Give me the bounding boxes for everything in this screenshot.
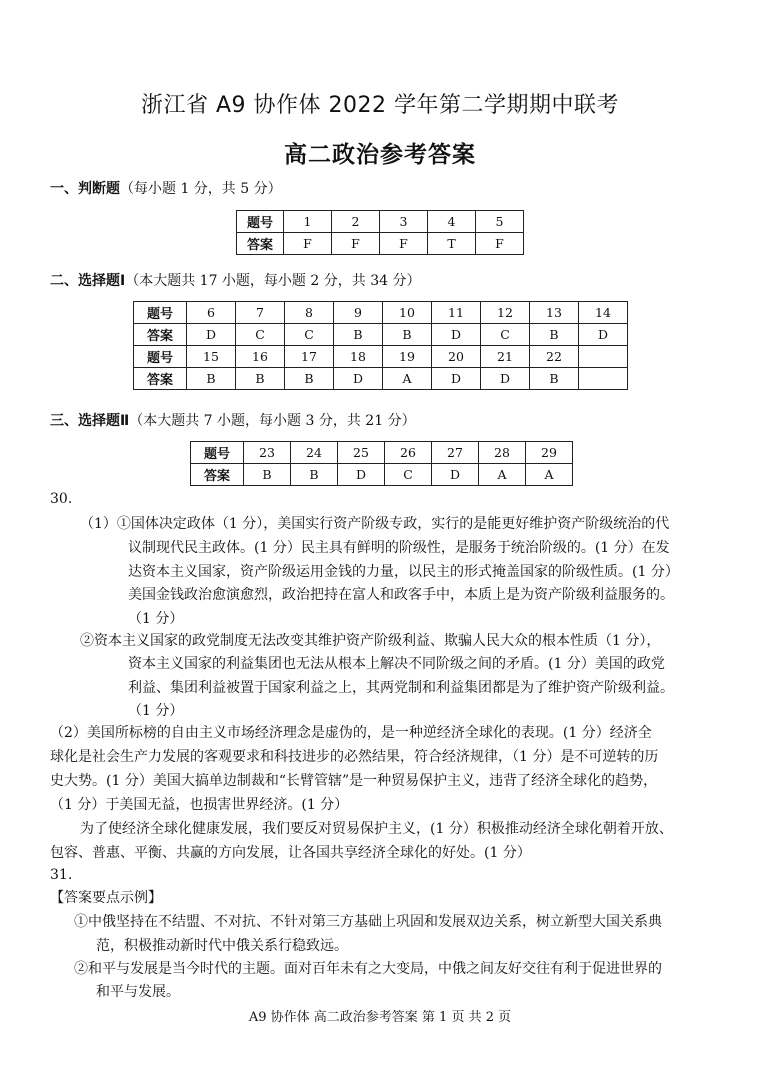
- q30-p4-line: 为了使经济全球化健康发展，我们要反对贸易保护主义，(1 分）积极推动经济全球化朝着开放、: [80, 821, 673, 837]
- answer-cell: F: [284, 233, 332, 255]
- question-number: 3: [380, 211, 428, 233]
- question-number: 25: [338, 442, 385, 464]
- answer-cell: B: [244, 464, 291, 486]
- q30-p1-line: 美国金钱政治愈演愈烈，政治把持在富人和政客手中，本质上是为资产阶级利益服务的。: [128, 587, 674, 603]
- question-number: 10: [383, 302, 432, 324]
- answer-cell: T: [428, 233, 476, 255]
- section3-answer-table: [190, 441, 573, 486]
- row-label: 题号: [191, 442, 244, 464]
- q30-p2-line: 利益、集团利益被置于国家利益之上，其两党制和利益集团都是为了维护资产阶级利益。: [128, 680, 674, 696]
- answer-cell: C: [481, 324, 530, 346]
- question-number: 15: [187, 346, 236, 368]
- answer-cell: D: [432, 324, 481, 346]
- document-subtitle: 高二政治参考答案: [284, 142, 476, 168]
- q30-p1-line: 达资本主义国家，资产阶级运用金钱的力量，以民主的形式掩盖国家的阶级性质。(1 分）: [128, 564, 679, 580]
- question-number: 14: [579, 302, 628, 324]
- question-number: 24: [291, 442, 338, 464]
- q31-item-line: ①中俄坚持在不结盟、不对抗、不针对第三方基础上巩固和发展双边关系，树立新型大国关系典: [74, 914, 662, 930]
- answer-cell: A: [479, 464, 526, 486]
- q30-p3-line: （2）美国所标榜的自由主义市场经济理念是虚伪的，是一种逆经济全球化的表现。(1 分）经济全: [50, 725, 652, 741]
- q30-p3-line: 球化是社会生产力发展的客观要求和科技进步的必然结果，符合经济规律，（1 分）是不可逆转的历: [50, 749, 659, 765]
- empty-cell: [579, 368, 628, 390]
- section3-heading: [50, 410, 416, 430]
- q30-p1-line: （1 分）: [128, 611, 184, 627]
- question-number: 26: [385, 442, 432, 464]
- row-label: 题号: [134, 346, 187, 368]
- answer-cell: D: [579, 324, 628, 346]
- table-row: [134, 368, 628, 390]
- answer-cell: D: [432, 464, 479, 486]
- table-row: [237, 233, 524, 255]
- section1-heading: [50, 178, 282, 198]
- answer-cell: A: [383, 368, 432, 390]
- question-number: 1: [284, 211, 332, 233]
- question-31-number: 31.: [50, 867, 73, 883]
- row-label: 答案: [237, 233, 284, 255]
- answer-cell: D: [334, 368, 383, 390]
- section1-answer-table: [236, 210, 524, 255]
- q30-p2-line: （1 分）: [128, 703, 184, 719]
- answer-cell: B: [291, 464, 338, 486]
- answer-cell: B: [530, 368, 579, 390]
- question-number: 20: [432, 346, 481, 368]
- section2-note: （本大题共 17 小题，每小题 2 分，共 34 分）: [125, 273, 421, 289]
- page-footer: A9 协作体 高二政治参考答案 第 1 页 共 2 页: [248, 1010, 512, 1025]
- answer-cell: C: [385, 464, 432, 486]
- section3-label: 三、选择题Ⅱ: [50, 413, 130, 429]
- q30-p2-line: ②资本主义国家的政党制度无法改变其维护资产阶级利益、欺骗人民大众的根本性质（1 分），: [80, 633, 661, 649]
- table-row: [134, 324, 628, 346]
- question-number: 17: [285, 346, 334, 368]
- q30-p1-line: （1）①国体决定政体（1 分），美国实行资产阶级专政，实行的是能更好维护资产阶级统治的代: [80, 516, 670, 532]
- question-number: 4: [428, 211, 476, 233]
- question-number: 2: [332, 211, 380, 233]
- question-number: 29: [526, 442, 573, 464]
- question-number: 13: [530, 302, 579, 324]
- q31-heading: 【答案要点示例】: [50, 890, 162, 906]
- answer-cell: D: [338, 464, 385, 486]
- row-label: 答案: [134, 368, 187, 390]
- table-row: [134, 346, 628, 368]
- question-number: 16: [236, 346, 285, 368]
- q31-item-line: 范，积极推动新时代中俄关系行稳致远。: [96, 938, 348, 954]
- table-row: [191, 442, 573, 464]
- answer-cell: B: [285, 368, 334, 390]
- row-label: 题号: [134, 302, 187, 324]
- question-number: 11: [432, 302, 481, 324]
- q30-p3-line: 史大势。(1 分）美国大搞单边制裁和“长臂管辖”是一种贸易保护主义，违背了经济全球化的趋势，: [50, 773, 658, 789]
- question-number: 18: [334, 346, 383, 368]
- answer-cell: B: [530, 324, 579, 346]
- answer-cell: B: [187, 368, 236, 390]
- question-number: 27: [432, 442, 479, 464]
- section1-label: 一、判断题: [50, 181, 120, 197]
- section2-heading: [50, 270, 420, 290]
- row-label: 题号: [237, 211, 284, 233]
- section3-note: （本大题共 7 小题，每小题 3 分，共 21 分）: [129, 413, 416, 429]
- q30-p3-line: （1 分）于美国无益，也损害世界经济。(1 分）: [50, 797, 349, 813]
- section2-answer-table: [133, 301, 628, 390]
- table-row: [191, 464, 573, 486]
- answer-cell: F: [332, 233, 380, 255]
- answer-cell: C: [236, 324, 285, 346]
- answer-cell: C: [285, 324, 334, 346]
- question-number: 19: [383, 346, 432, 368]
- question-number: 12: [481, 302, 530, 324]
- row-label: 答案: [134, 324, 187, 346]
- question-number: 6: [187, 302, 236, 324]
- answer-cell: D: [432, 368, 481, 390]
- question-number: 5: [476, 211, 524, 233]
- answer-cell: B: [383, 324, 432, 346]
- question-number: 22: [530, 346, 579, 368]
- answer-cell: A: [526, 464, 573, 486]
- answer-cell: F: [380, 233, 428, 255]
- table-row: [237, 211, 524, 233]
- question-number: 23: [244, 442, 291, 464]
- answer-cell: B: [236, 368, 285, 390]
- empty-cell: [579, 346, 628, 368]
- q31-item-line: 和平与发展。: [96, 984, 180, 1000]
- row-label: 答案: [191, 464, 244, 486]
- section2-label: 二、选择题Ⅰ: [50, 273, 126, 289]
- question-number: 9: [334, 302, 383, 324]
- answer-cell: B: [334, 324, 383, 346]
- answer-cell: D: [481, 368, 530, 390]
- document-title: 浙江省 A9 协作体 2022 学年第二学期期中联考: [140, 93, 619, 118]
- question-30-number: 30.: [50, 491, 73, 507]
- question-number: 28: [479, 442, 526, 464]
- answer-cell: F: [476, 233, 524, 255]
- q31-item-line: ②和平与发展是当今时代的主题。面对百年未有之大变局，中俄之间友好交往有利于促进世界的: [74, 961, 662, 977]
- question-number: 21: [481, 346, 530, 368]
- section1-note: （每小题 1 分，共 5 分）: [120, 181, 282, 197]
- table-row: [134, 302, 628, 324]
- q30-p1-line: 议制现代民主政体。(1 分）民主具有鲜明的阶级性，是服务于统治阶级的。(1 分）在发: [128, 540, 670, 556]
- q30-p4-line: 包容、普惠、平衡、共赢的方向发展，让各国共享经济全球化的好处。(1 分）: [50, 845, 531, 861]
- q30-p2-line: 资本主义国家的利益集团也无法从根本上解决不同阶级之间的矛盾。(1 分）美国的政党: [128, 656, 665, 672]
- question-number: 7: [236, 302, 285, 324]
- answer-cell: D: [187, 324, 236, 346]
- question-number: 8: [285, 302, 334, 324]
